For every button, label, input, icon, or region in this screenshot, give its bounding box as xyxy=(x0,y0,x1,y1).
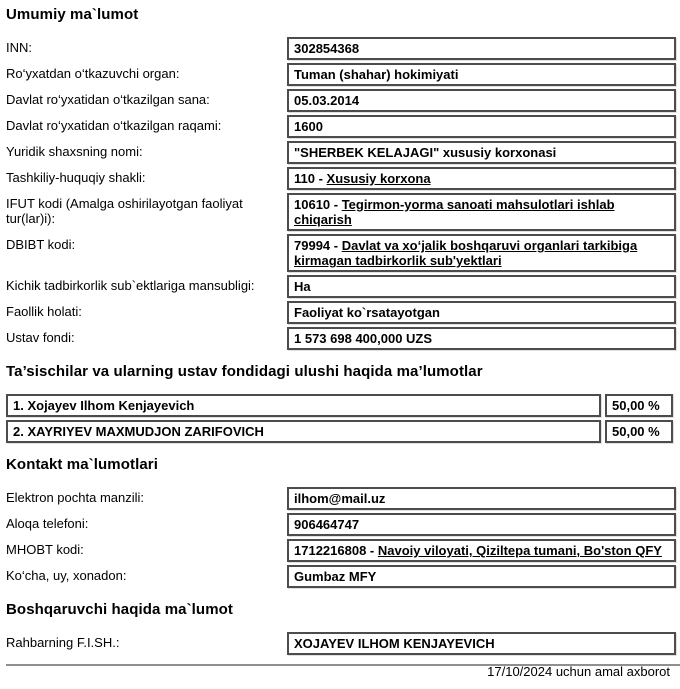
inn-value: 302854368 xyxy=(287,37,676,60)
email-value: ilhom@mail.uz xyxy=(287,487,676,510)
legal-form-label: Tashkiliy-huquqiy shakli: xyxy=(6,170,146,185)
email-label: Elektron pochta manzili: xyxy=(6,490,145,505)
activity-status-value: Faoliyat ko`rsatayotgan xyxy=(287,301,676,324)
founder-row xyxy=(6,394,673,417)
dbibt-code-value xyxy=(287,234,676,272)
field-row-legal-name xyxy=(6,141,676,164)
founder-name: 2. XAYRIYEV MAXMUDJON ZARIFOVICH xyxy=(6,420,601,443)
legal-name-value: "SHERBEK KELAJAGI" xususiy korxonasi xyxy=(287,141,676,164)
field-row-registering-organ xyxy=(6,63,676,86)
legal-form-code: 110 - xyxy=(294,171,327,186)
field-row-inn xyxy=(6,37,676,60)
dbibt-code: 79994 - xyxy=(294,238,342,253)
legal-form-link[interactable]: Xususiy korxona xyxy=(326,171,431,186)
field-row-street-address xyxy=(6,565,676,588)
small-business-value: Ha xyxy=(287,275,676,298)
founders-section-title: Ta’sischilar va ularning ustav fondidagi ulushi haqida ma’lumotlar xyxy=(6,363,483,380)
dbibt-code-link[interactable]: Davlat va xo‘jalik boshqaruvi organlari tarkibiga kirmagan tadbirkorlik sub'yektlari xyxy=(294,238,638,268)
field-row-registration-date xyxy=(6,89,676,112)
ifut-code-label: IFUT kodi (Amalga oshirilayotgan faoliyat tur(lar)i): xyxy=(6,196,243,226)
dbibt-code-label: DBIBT kodi: xyxy=(6,237,76,252)
founder-row xyxy=(6,420,673,443)
phone-label: Aloqa telefoni: xyxy=(6,516,89,531)
registration-date-label: Davlat ro‘yxatidan o‘tkazilgan sana: xyxy=(6,92,210,107)
field-row-charter-fund xyxy=(6,327,676,350)
field-row-manager-name xyxy=(6,632,676,655)
field-row-activity-status xyxy=(6,301,676,324)
field-row-legal-form xyxy=(6,167,676,190)
registration-number-value: 1600 xyxy=(287,115,676,138)
general-section-title: Umumiy ma`lumot xyxy=(6,6,139,23)
registration-date-value: 05.03.2014 xyxy=(287,89,676,112)
registering-organ-label: Ro‘yxatdan o‘tkazuvchi organ: xyxy=(6,66,180,81)
street-address-value: Gumbaz MFY xyxy=(287,565,676,588)
founder-name: 1. Xojayev Ilhom Kenjayevich xyxy=(6,394,601,417)
founders-table xyxy=(6,394,673,443)
registering-organ-value: Tuman (shahar) hokimiyati xyxy=(287,63,676,86)
small-business-label: Kichik tadbirkorlik sub`ektlariga mansubligi: xyxy=(6,278,255,293)
mhobt-region-link[interactable]: Navoiy viloyati, Qiziltepa tumani, Bo'ston QFY xyxy=(377,543,662,558)
footer-validity-note: 17/10/2024 uchun amal axborot xyxy=(487,664,670,679)
mhobt-code-value xyxy=(287,539,676,562)
activity-status-label: Faollik holati: xyxy=(6,304,82,319)
charter-fund-label: Ustav fondi: xyxy=(6,330,75,345)
field-row-ifut-code xyxy=(6,193,676,231)
mhobt-code: 1712216808 - xyxy=(294,543,378,558)
manager-name-value: XOJAYEV ILHOM KENJAYEVICH xyxy=(287,632,676,655)
field-row-dbibt-code xyxy=(6,234,676,272)
registration-number-label: Davlat ro‘yxatidan o‘tkazilgan raqami: xyxy=(6,118,222,133)
field-row-phone xyxy=(6,513,676,536)
street-address-label: Ko‘cha, uy, xonadon: xyxy=(6,568,127,583)
charter-fund-value: 1 573 698 400,000 UZS xyxy=(287,327,676,350)
ifut-code-value xyxy=(287,193,676,231)
manager-name-label: Rahbarning F.I.SH.: xyxy=(6,635,120,650)
founder-share: 50,00 % xyxy=(605,420,673,443)
contacts-section-title: Kontakt ma`lumotlari xyxy=(6,456,159,473)
manager-section-title: Boshqaruvchi haqida ma`lumot xyxy=(6,601,233,618)
inn-label: INN: xyxy=(6,40,32,55)
field-row-registration-number xyxy=(6,115,676,138)
field-row-small-business xyxy=(6,275,676,298)
legal-form-value xyxy=(287,167,676,190)
founder-share: 50,00 % xyxy=(605,394,673,417)
field-row-email xyxy=(6,487,676,510)
mhobt-code-label: MHOBT kodi: xyxy=(6,542,84,557)
phone-value: 906464747 xyxy=(287,513,676,536)
field-row-mhobt-code xyxy=(6,539,676,562)
legal-name-label: Yuridik shaxsning nomi: xyxy=(6,144,143,159)
ifut-code-link[interactable]: Tegirmon-yorma sanoati mahsulotlari ishlab chiqarish xyxy=(294,197,615,227)
ifut-code: 10610 - xyxy=(294,197,342,212)
